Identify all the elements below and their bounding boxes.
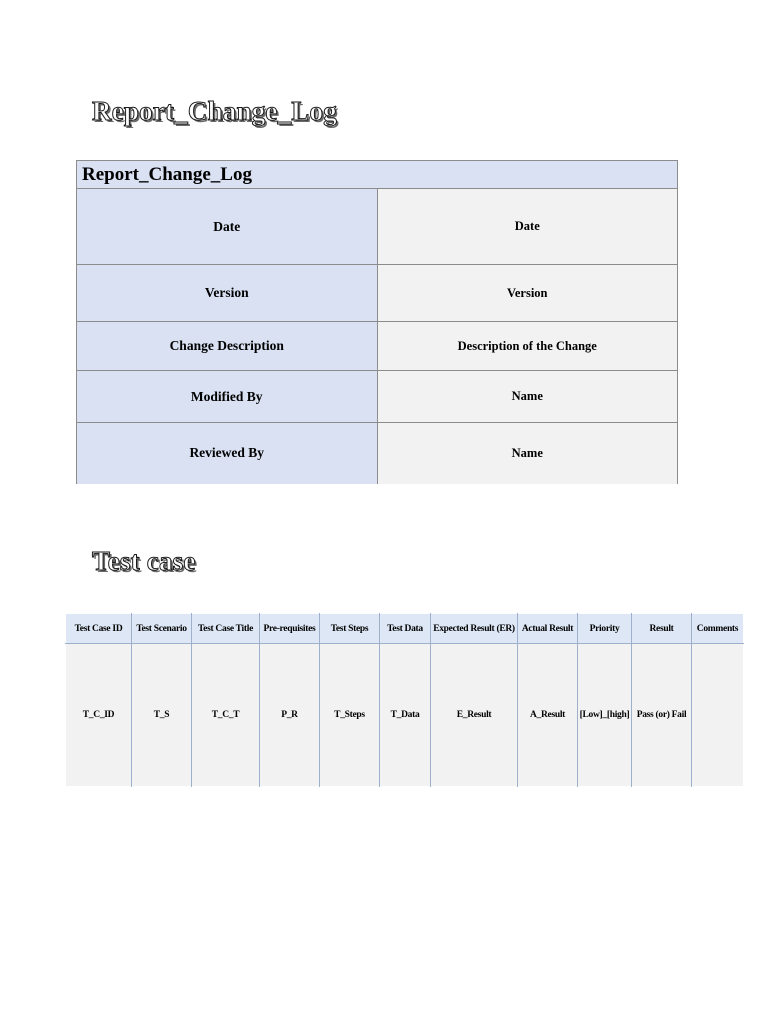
table-row <box>77 189 678 265</box>
column-header: Expected Result (ER) <box>431 614 518 644</box>
table-cell: T_Steps <box>320 644 380 787</box>
table-cell: T_C_ID <box>66 644 132 787</box>
table-cell: Pass (or) Fail <box>632 644 692 787</box>
row-value-version: Version <box>377 265 678 322</box>
column-header: Result <box>632 614 692 644</box>
row-label-reviewed-by: Reviewed By <box>77 423 378 484</box>
row-label-version: Version <box>77 265 378 322</box>
row-value-change-description: Description of the Change <box>377 322 678 371</box>
table-row <box>77 371 678 423</box>
column-header: Test Case ID <box>66 614 132 644</box>
column-header: Test Steps <box>320 614 380 644</box>
row-value-modified-by: Name <box>377 371 678 423</box>
change-log-heading: Report_Change_Log <box>92 96 337 126</box>
table-cell: P_R <box>260 644 320 787</box>
column-header: Test Data <box>380 614 431 644</box>
column-header: Test Case Title <box>192 614 260 644</box>
row-label-change-description: Change Description <box>77 322 378 371</box>
row-value-date: Date <box>377 189 678 265</box>
test-case-heading: Test case <box>92 546 196 576</box>
table-cell: A_Result <box>518 644 578 787</box>
row-value-reviewed-by: Name <box>377 423 678 484</box>
column-header: Comments <box>692 614 744 644</box>
column-header: Actual Result <box>518 614 578 644</box>
table-cell: T_S <box>132 644 192 787</box>
row-label-date: Date <box>77 189 378 265</box>
table-row <box>66 644 744 787</box>
table-cell <box>692 644 744 787</box>
row-label-modified-by: Modified By <box>77 371 378 423</box>
table-cell: T_Data <box>380 644 431 787</box>
test-case-table <box>65 613 744 787</box>
test-case-header-row <box>66 614 744 644</box>
change-log-title-row <box>77 161 678 189</box>
column-header: Pre-requisites <box>260 614 320 644</box>
table-row <box>77 265 678 322</box>
table-cell: E_Result <box>431 644 518 787</box>
change-log-table <box>76 160 678 484</box>
table-cell: T_C_T <box>192 644 260 787</box>
change-log-table-title: Report_Change_Log <box>77 161 678 189</box>
column-header: Test Scenario <box>132 614 192 644</box>
table-row <box>77 423 678 484</box>
column-header: Priority <box>578 614 632 644</box>
table-cell: [Low]_[high] <box>578 644 632 787</box>
table-row <box>77 322 678 371</box>
